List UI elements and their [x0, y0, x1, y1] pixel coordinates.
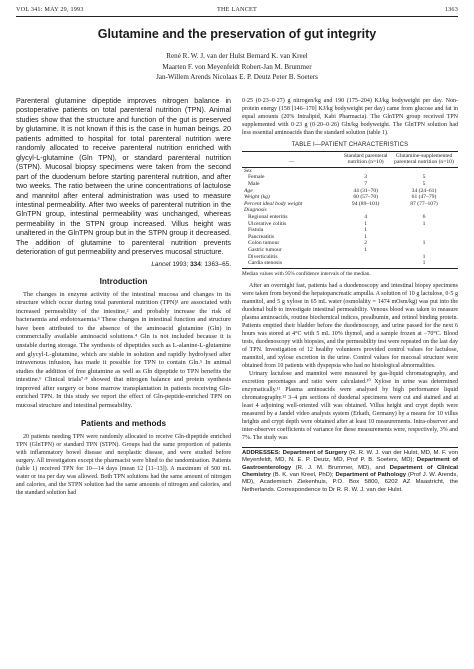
table-row: [242, 240, 458, 247]
table-cell-label: Diagnosis: [244, 207, 267, 214]
table-cell-glutamine: 1: [422, 253, 426, 260]
methods-text: 20 patients needing TPN were randomly allocated to receive Gln-dipeptide enriched TPN (GlnTPN) or standard TPN (STPN). Groups had the same proportion of patients with inflammatory bowel disease and neoplastic disease, and were studied before surgery. All investigators except the pharmacist were blind to the randomisation. Patients (table 1) received TPN for 10—14 days (mean 12 [11–13]). A maximum of 500 mL water or tea per day was allowed. Both TPN solutions had the same amount of nitrogen and calories, and the STPN solution had the same amounts of nitrogen and calories, and the standard solution had: [16, 434, 231, 497]
table-cell-label: Female: [248, 174, 265, 181]
procedure-text: After an overnight fast, patients had a duodenoscopy and intestinal biopsy specimens were taken from beyond the hepatopancreatic ampulla. A solution of 10 g lactulose, 0·5 g mannitol, and 5 g xylose in 65 mL water (osmolality = 1474 mOsm/kg) was put into the duodenal bulb to investigate intestinal permeability. Venous blood was taken to measure plasma aminoacids, routine biochemical indices, prealbumin, and retinol binding protein. Patients emptied their bladder before the duodenoscopy, and urine passed for the next 6 hours was stored at 4°C with 5 mL 10% thymol, and a sample frozen at −70°C. Blood tests, duodenoscopy with biopsies, and the permeability test were repeated on the last day of TPN. Investigation of 12 healthy volunteers provided control values for lactulose, mannitol, and xylose excretion in the urine. Control values for mucosal structure were obtained from 10 patients with dyspepsia who had no histological abnormalities.: [242, 282, 458, 369]
table-note: Median values with 95% confidence intervals of the median.: [242, 270, 371, 277]
table-cell-glutamine: 61 (47–79): [411, 194, 437, 201]
table-cell-label: Age: [244, 187, 253, 194]
citation-year: 1993;: [172, 260, 191, 268]
right-column: [242, 97, 458, 494]
table-cell-glutamine: [390, 227, 458, 234]
table-cell-standard: 1: [364, 246, 368, 253]
table-cell-label: Sex: [244, 167, 252, 174]
analysis-text: Urinary lactulose and mannitol were measured by gas-liquid chromatography, and excretion percentages and ratio were calculated.¹⁰ Xylose in urine was determined enzymatically.¹¹ Plasma aminoacids were analysed by high performance liquid chromatography.¹² 3–4 µm sections of duodenal specimens were cut and stained and at least 4 adjoining well-oriented villi was obtained. Villus height and crypt depth were measured by a Jandel video analysis system (Erkath, Germany) by a means for 10 villus heights and crypt depth were obtained after at least 10 measurements. Intra-observer and inter-observer coefficients of variance for these measurements were, respectively, 3% and 7%. The study was: [242, 370, 458, 441]
table-row: [242, 227, 458, 234]
section-heading-methods: Patients and methods: [80, 419, 167, 429]
table-cell-standard: 94 (89–101): [351, 200, 380, 207]
table-header-empty: —: [242, 152, 341, 168]
table-body: [242, 167, 458, 268]
author-line: Jan-Willem Arends Nicolaas E. P. Deutz Peter B. Soeters: [156, 73, 318, 82]
table-cell-standard: 1: [364, 233, 368, 240]
table-cell-standard: 2: [364, 240, 368, 247]
table-cell-label: Weight (kg): [244, 194, 270, 201]
volume-date: VOL 341: MAY 29, 1993: [16, 6, 84, 13]
table-row: [242, 247, 458, 254]
table-cell-label: Diverticulitis: [248, 253, 278, 260]
journal-name: THE LANCET: [217, 6, 257, 13]
table-cell-glutamine: 87 (77–107): [410, 200, 438, 207]
section-heading-introduction: Introduction: [99, 276, 148, 286]
page-number: 1363: [444, 6, 458, 13]
table-cell-label: Ulcerative colitis: [248, 220, 287, 227]
table-cell-glutamine: 1: [422, 240, 426, 247]
table-cell-label: Gastric tumour: [248, 246, 282, 253]
citation: [16, 261, 231, 268]
table-row: [242, 260, 458, 268]
table-row: [242, 174, 458, 181]
abstract: Parenteral glutamine dipeptide improves nitrogen balance in postoperative patients on total parenteral nutrition (TPN). Animal studies show that the structure and function of the gut is preserved by glutamine. It is not known if this is the case in human beings. 20 patients admitted to hospital for total parenteral nutrition were randomly allocated to receive parenteral nutrition enriched with glycyl-L-glutamine (Gln TPN), or standard parenteral nutrition (STPN). Mucosal biopsy specimens were taken from the second part of the duodenum before starting parenteral nutrition, and after two weeks. The ratio between the urine concentrations of lactulose and mannitol after enteral administration was used to measure intestinal permeability. After two weeks of parenteral nutrition in the GlnTPN group, intestinal permeability was unchanged, whereas permeability in the STPN group increased. Villus height was unaltered in the GlnTPN group but in the STPN group it decreased. The addition of glutamine to parenteral nutrition prevents deterioration of gut permeability and preserves mucosal structure.: [16, 97, 231, 257]
table-cell-glutamine: [390, 207, 458, 214]
table-row: [242, 221, 458, 228]
table-row: [242, 207, 458, 214]
address-surgery-staff: (R. R. W. J. van der Hulst, MD, M. F. von Meyenfeldt, MD, N. E. P. Deutz, MD, Prof P. B. Soeters, MD);: [242, 449, 459, 464]
table-cell-standard: 3: [364, 174, 368, 181]
table-header-glutamine: Glutamine-supplemented parenteral nutrition (n=10): [390, 152, 458, 168]
addresses: [242, 450, 458, 494]
table-cell-label: Cardia stenosis: [242, 260, 341, 268]
citation-pages: : 1363–65.: [200, 260, 231, 268]
table-cell-label: Regional enteritis: [248, 213, 288, 220]
address-gastro-staff: (R. J. M. Brummer, MD), and: [291, 464, 390, 471]
table-cell-standard: 7: [364, 181, 368, 187]
table-row: [242, 194, 458, 201]
address-dept-chemistry: Department of Clinical Chemistry: [242, 464, 458, 478]
addresses-label: ADDRESSES:: [242, 449, 283, 456]
table-cell-glutamine: [390, 167, 458, 174]
author-line: Maarten F. von Meyenfeldt Robert-Jan M. Brummer: [162, 62, 312, 71]
left-column: [16, 97, 231, 497]
table-row: [242, 254, 458, 261]
patient-characteristics-table: [242, 151, 458, 269]
table-cell-glutamine: 6: [422, 213, 426, 220]
table-cell-standard: [341, 254, 390, 261]
table-cell-standard: 1: [364, 220, 368, 227]
author-line: René R. W. J. van der Hulst Bernard K. van Kreel: [166, 52, 308, 60]
table-cell-standard: 60 (57–70): [353, 194, 379, 201]
header-rule: [16, 16, 458, 17]
table-cell-glutamine: 5: [422, 174, 426, 181]
table-row: [242, 234, 458, 241]
table-cell-glutamine: 5: [422, 181, 426, 187]
address-rule: [242, 447, 458, 448]
table-header-standard: Standard parenteral nutrition (n=10): [341, 152, 390, 168]
table-cell-label: Percent ideal body weight: [244, 200, 303, 207]
table-row: [242, 214, 458, 221]
table-cell-label: Fistula: [248, 227, 264, 234]
table-header-row: [242, 152, 458, 168]
table-row: [242, 167, 458, 174]
methods-continued-text: 0·25 (0·23–0·27) g nitrogen/kg and 190 (175–204) KJ/kg bodyweight per day. Non-protein energy (158 [146–170] KJ/kg bodyweight per day) came from glucose and fat in equal amounts (20% Intralipid, Kabi Pharmacia). The GlnTPN group received TPN supplemented with 0·23 g (0·20–0·26) Gln/kg bodyweight. The GlnTPN solution had less essential aminoacids than the standard solution (table 1).: [242, 98, 458, 136]
address-dept-surgery: Department of Surgery: [282, 449, 347, 456]
table-cell-label: Pancreatitis: [248, 233, 275, 240]
table-cell-standard: 4: [364, 213, 368, 220]
address-pathology-staff: (Prof J. W. Arends, MD), Academisch Ziekenhuis, P.O. Box 5800, 6202 AZ Maastricht, the Netherlands. Correspondence to Dr R. R. W. J. van der Hulst.: [242, 471, 458, 493]
table-cell-glutamine: 34 (24–61): [411, 187, 437, 194]
table-cell-label: Colon tumour: [248, 240, 280, 247]
address-chemistry-staff: (B. K. van Kreel, PhD);: [270, 471, 336, 478]
table-cell-standard: [341, 167, 390, 174]
table-cell-standard: [341, 260, 390, 268]
table-cell-standard: [341, 207, 390, 214]
citation-volume: 334: [190, 260, 201, 268]
table-row: [242, 181, 458, 188]
table-cell-glutamine: [390, 234, 458, 241]
address-dept-pathology: Department of Pathology: [335, 471, 407, 478]
table-cell-glutamine: [390, 247, 458, 254]
address-dept-gastro: Department of Gastroenterology: [242, 457, 458, 471]
table-cell-standard: 44 (31–70): [353, 187, 379, 194]
table-cell-standard: 1: [364, 227, 368, 234]
table-cell-label: Male: [248, 181, 260, 187]
author-list: [16, 51, 458, 83]
article-title: Glutamine and the preservation of gut integrity: [97, 27, 377, 41]
citation-journal: Lancet: [151, 260, 171, 268]
table-cell-glutamine: 1: [422, 220, 426, 227]
table-title: TABLE I—PATIENT CHARACTERISTICS: [291, 142, 409, 148]
introduction-text: The changes in enzyme activity of the intestinal mucosa and changes in its structure which occur during total parenteral nutrition (TPN)¹ are associated with increased permeability of the intestine,² and probably increase the risk of bacteraemia and endotoxaemia.³ These changes in intestinal function and structure have been attributed to the absence of the aminoacid glutamine (Gln) in commercially available aminoacid solutions.⁴ Gln is not included because it is unstable during storage. The synthesis of dipeptides such as L-alanine-L-glutamine and glycyl-L-glutamine, which are stable in solution and rapidly hydrolysed after intravenous infusion, has made it possible for TPN to contain Gln.⁵ In animal studies the addition of free glutamine as well as Gln dipeptide to TPN benefits the intestine.⁶ Clinical trials⁷·⁸ showed that nitrogen balance and protein synthesis improved after surgery or bone marrow transplantation in patients receiving Gln-enriched TPN. In this study we report the effect of Gln-peptide-enriched TPN on mucosal structure and intestinal permeability.: [16, 290, 231, 409]
table-cell-glutamine: 1: [390, 260, 458, 268]
table-row: [242, 201, 458, 208]
